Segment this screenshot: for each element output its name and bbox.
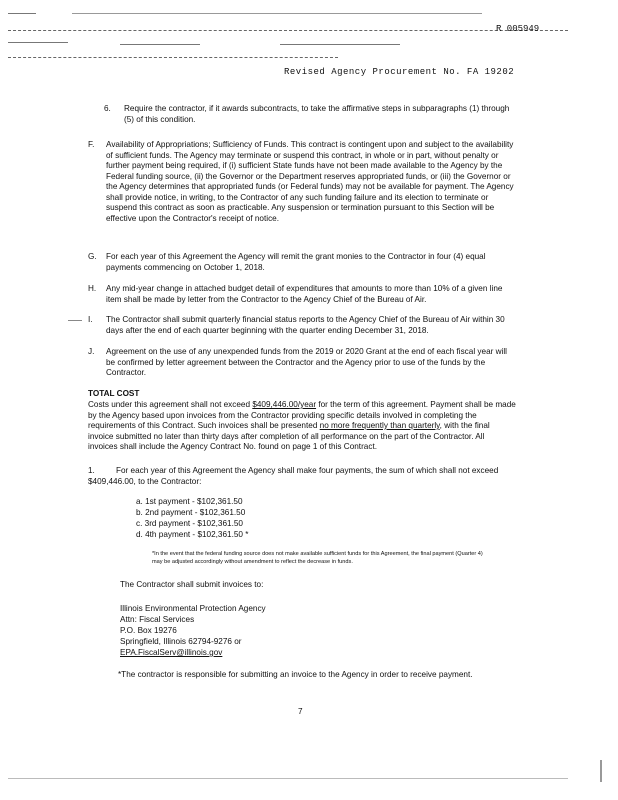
procurement-number: Revised Agency Procurement No. FA 19202 bbox=[284, 67, 515, 77]
scan-mark bbox=[68, 320, 82, 321]
doc-id: R 005949 bbox=[496, 24, 540, 34]
item-g-text: For each year of this Agreement the Agency will remit the grant monies to the Contractor in four (4) equal payments commencing on October 1, 2018. bbox=[106, 252, 486, 272]
cost-cap-amount: $409,446.00/year bbox=[252, 400, 317, 409]
payment-schedule-intro: For each year of this Agreement the Agency shall make four payments, the sum of which shall not exceed $409,446.00, to the Contractor: bbox=[88, 466, 499, 486]
address-line: Attn: Fiscal Services bbox=[120, 615, 195, 624]
scan-mark bbox=[8, 30, 568, 31]
total-cost-paragraph bbox=[88, 400, 516, 453]
scan-mark bbox=[280, 44, 400, 45]
item-label: F. bbox=[88, 140, 95, 149]
scan-mark bbox=[8, 13, 36, 14]
scan-mark bbox=[600, 760, 602, 782]
text-run: Costs under this agreement shall not exceed bbox=[88, 400, 253, 409]
page-number: 7 bbox=[298, 707, 303, 716]
item-f-text: Availability of Appropriations; Sufficiency of Funds. This contract is contingent upon and subject to the availability of sufficient funds. The Agency may terminate or suspend this contract, in whole or in part, without penalty or further payment being required, if (i) sufficient State funds have not been made available to the Agency by the Federal funding source, (ii) the Governor or the Department reserves appropriated funds, or (iii) the Governor or the Agency determines that appropriated funds (or Federal funds) may not be available for payment. The Agency shall provide notice, in writing, to the Contractor of any such funding failure and its election to terminate or suspend this contract as soon as practicable. Any suspension or termination pursuant to this Section will be effective upon the Contractor's receipt of notice. bbox=[106, 140, 514, 223]
scan-mark bbox=[8, 778, 568, 779]
invoice-intro: The Contractor shall submit invoices to: bbox=[120, 580, 264, 589]
scan-mark bbox=[8, 42, 68, 43]
payment-footnote: *In the event that the federal funding source does not make available sufficient funds for this Agreement, the final payment (Quarter 4) may be adjusted accordingly without amendment to reflect the decrease in funds. bbox=[152, 551, 483, 565]
payment-item: b. 2nd payment - $102,361.50 bbox=[136, 508, 246, 517]
payment-item: c. 3rd payment - $102,361.50 bbox=[136, 519, 243, 528]
address-line: Illinois Environmental Protection Agency bbox=[120, 604, 266, 613]
payment-item: d. 4th payment - $102,361.50 * bbox=[136, 530, 249, 539]
scan-mark bbox=[72, 13, 482, 14]
item-j-text: Agreement on the use of any unexpended funds from the 2019 or 2020 Grant at the end of each fiscal year will be confirmed by letter agreement between the Contractor and the Agency prior to use of the funds by the Contractor. bbox=[106, 347, 507, 377]
item-number: 6. bbox=[104, 104, 111, 113]
item-label: G. bbox=[88, 252, 97, 261]
item-i-text: The Contractor shall submit quarterly financial status reports to the Agency Chief of the Bureau of Air within 30 days after the end of each quarter beginning with the quarter ending December 31, 2018. bbox=[106, 315, 505, 335]
paragraph-number: 1. bbox=[88, 466, 95, 475]
text-run: , with the final invoice submitted no later than thirty days after completion of all performance on the part of the Contractor. All invoices shall include the Agency Contract No. found on page 1 of this Contract. bbox=[88, 421, 490, 451]
item-label: H. bbox=[88, 284, 97, 293]
closing-note: *The contractor is responsible for submitting an invoice to the Agency in order to receive payment. bbox=[118, 670, 473, 679]
email-link[interactable]: EPA.FiscalServ@illinois.gov bbox=[120, 648, 223, 657]
scan-mark bbox=[120, 44, 200, 45]
item-6-text: Require the contractor, if it awards subcontracts, to take the affirmative steps in subparagraphs (1) through (5) of this condition. bbox=[124, 104, 510, 124]
item-h-text: Any mid-year change in attached budget detail of expenditures that amounts to more than 10% of a given line item shall be made by letter from the Contractor to the Agency Chief of the Bureau of Air. bbox=[106, 284, 503, 304]
address-line: Springfield, Illinois 62794-9276 or bbox=[120, 637, 242, 646]
total-cost-heading: TOTAL COST bbox=[88, 389, 140, 398]
invoice-frequency: no more frequently than quarterly bbox=[319, 421, 440, 430]
scan-mark bbox=[8, 57, 338, 58]
item-label: J. bbox=[88, 347, 95, 356]
item-label: I. bbox=[88, 315, 93, 324]
text-run: for the term of this agreement. Payment shall be made by the Agency based upon invoices from the Contractor providing specific details involved in completing the requirements of this Contract. Such invoices shall be presented bbox=[88, 400, 516, 430]
address-line: P.O. Box 19276 bbox=[120, 626, 177, 635]
payment-item: a. 1st payment - $102,361.50 bbox=[136, 497, 243, 506]
